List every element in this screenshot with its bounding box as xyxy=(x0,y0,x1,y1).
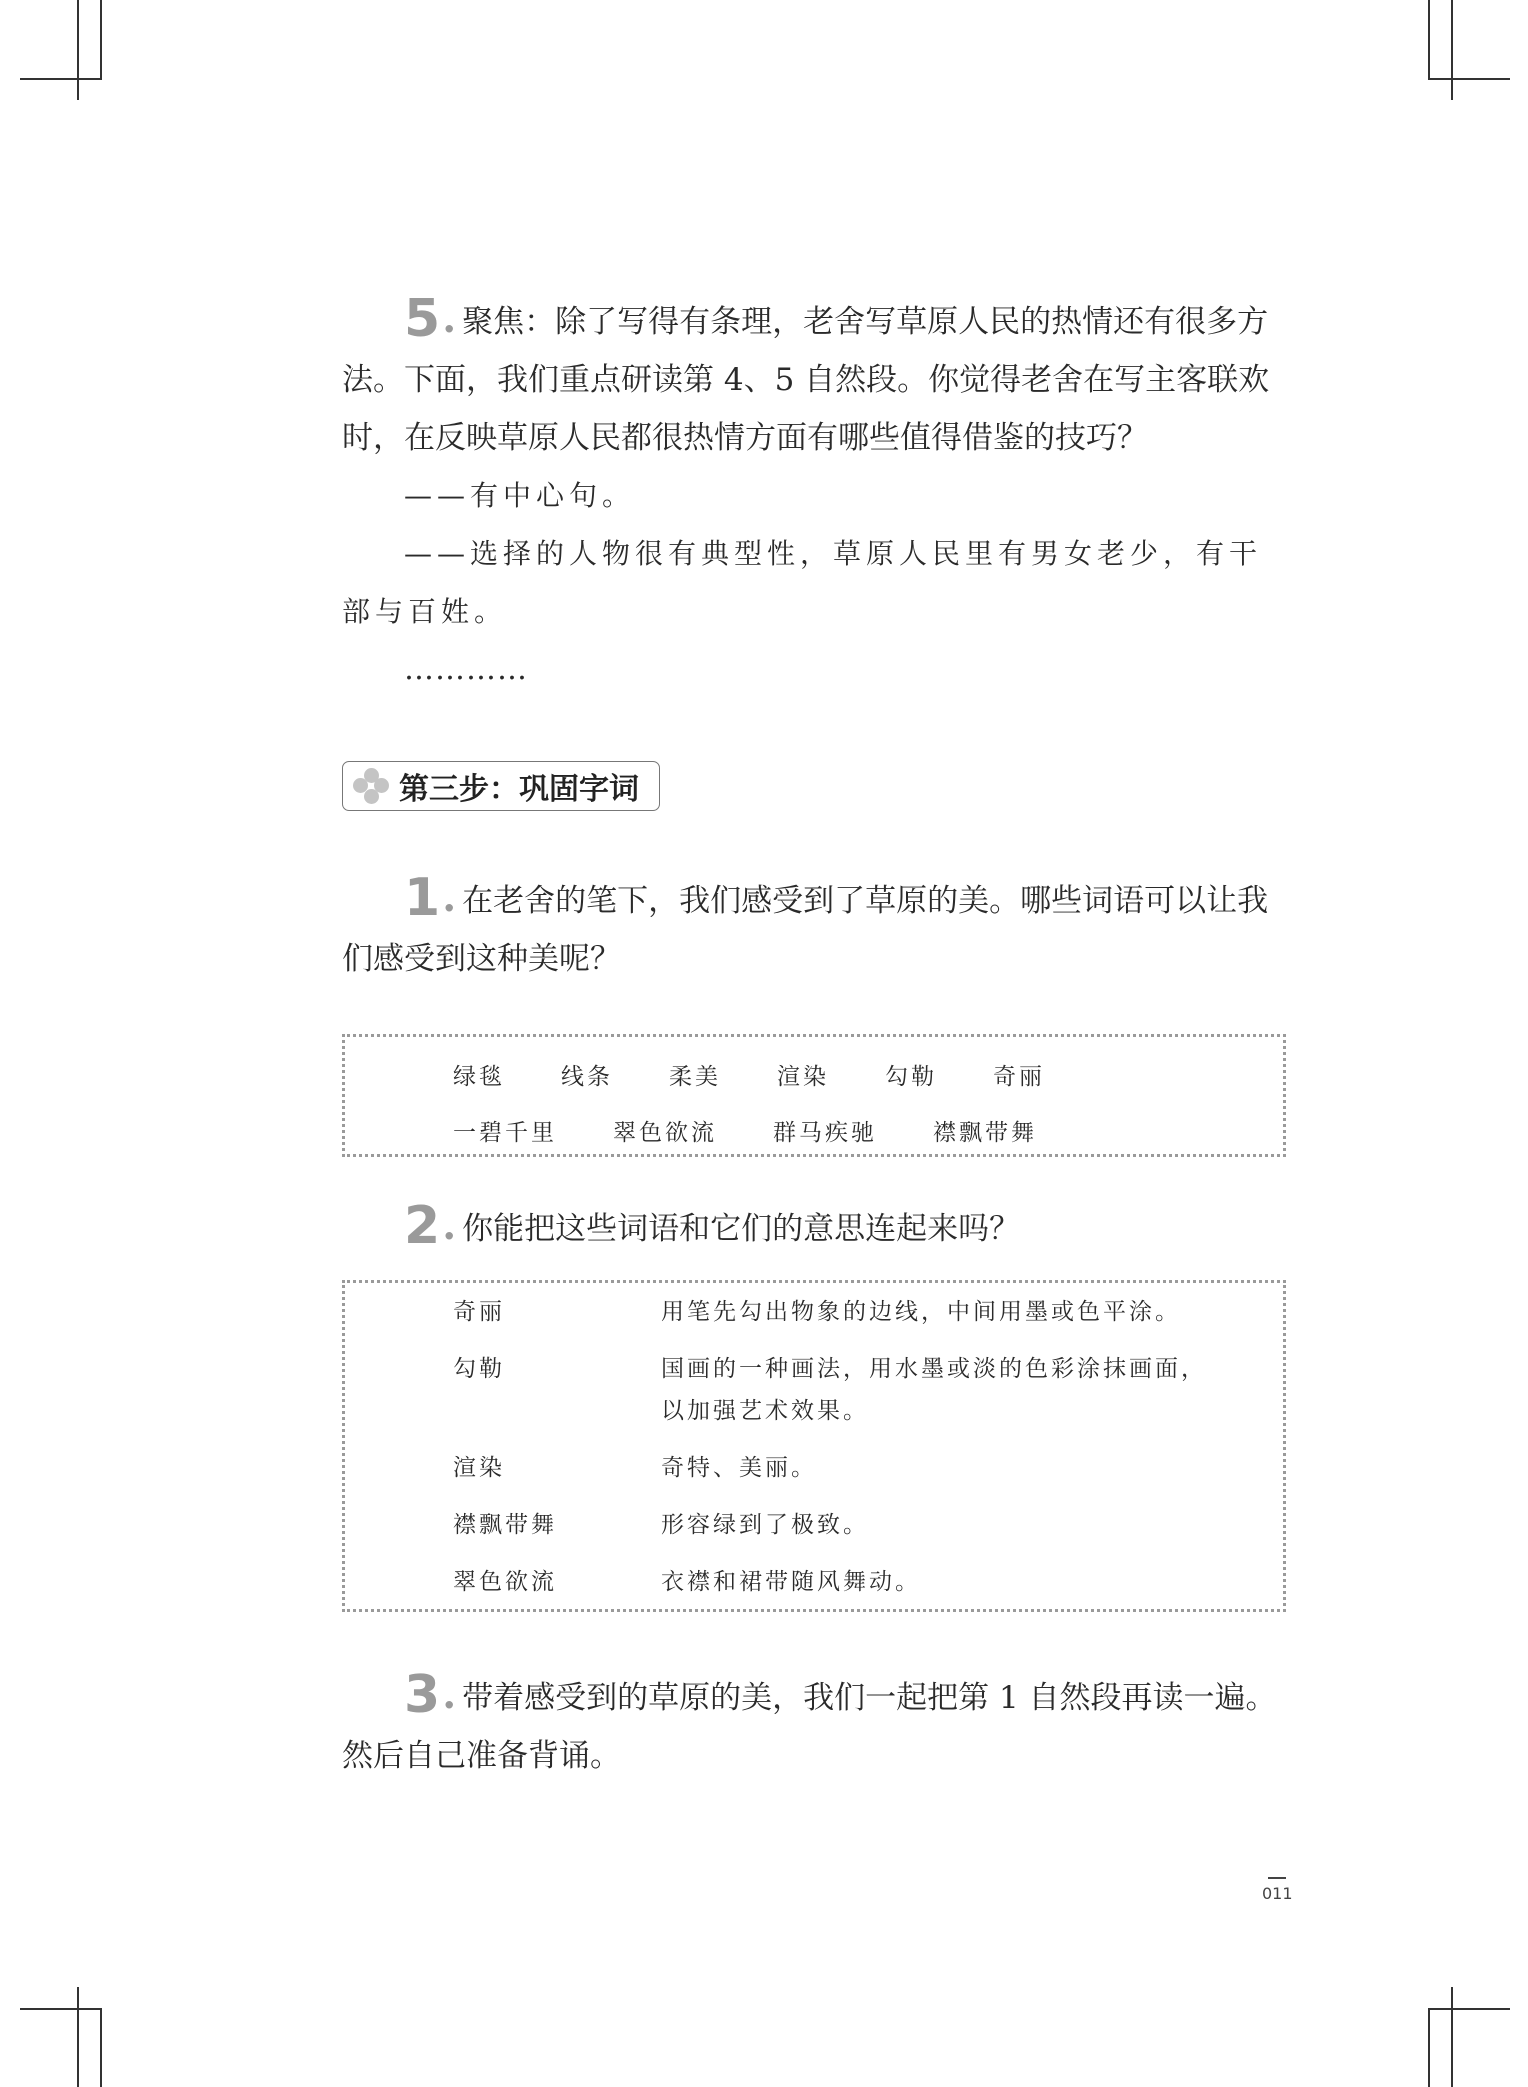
word-row xyxy=(453,1049,1283,1105)
step-title: 第三步：巩固字词 xyxy=(399,772,639,807)
answer-2: ——选择的人物很有典型性，草原人民里有男女老少，有干部与百姓。 xyxy=(342,537,1263,628)
ellipsis: ………… xyxy=(404,652,528,687)
match-definition: 用笔先勾出物象的边线，中间用墨或色平涂。 xyxy=(661,1299,1181,1325)
match-term: 襟飘带舞 xyxy=(453,1512,557,1538)
word: 勾勒 xyxy=(885,1064,937,1090)
match-term: 勾勒 xyxy=(453,1356,505,1382)
word: 柔美 xyxy=(669,1064,721,1090)
word: 线条 xyxy=(561,1064,613,1090)
question-dot: . xyxy=(442,1671,457,1718)
step-3-heading xyxy=(342,761,660,811)
question-text: 你能把这些词语和它们的意思连起来吗？ xyxy=(462,1211,1021,1247)
word: 一碧千里 xyxy=(453,1120,557,1146)
question-3 xyxy=(342,1666,1287,1785)
question-text: 聚焦：除了写得有条理，老舍写草原人民的热情还有很多方法。下面，我们重点研读第 4、5 自然段。你觉得老舍在写主客联欢时，在反映草原人民都很热情方面有哪些值得借鉴的技巧？ xyxy=(342,304,1270,456)
match-definition: 国画的一种画法，用水墨或淡的色彩涂抹画面，以加强艺术效果。 xyxy=(661,1356,1207,1424)
answer-1: ——有中心句。 xyxy=(404,479,636,512)
question-number: 2 xyxy=(404,1196,441,1256)
match-row xyxy=(453,1504,1283,1546)
question-number: 5 xyxy=(404,289,441,349)
word: 翠色欲流 xyxy=(613,1120,717,1146)
match-term: 翠色欲流 xyxy=(453,1569,557,1595)
page-content xyxy=(342,290,1287,1785)
match-row xyxy=(453,1348,1283,1432)
match-term: 渲染 xyxy=(453,1455,505,1481)
match-row xyxy=(453,1291,1283,1333)
match-term: 奇丽 xyxy=(453,1299,505,1325)
word: 襟飘带舞 xyxy=(933,1120,1037,1146)
word-row xyxy=(453,1105,1283,1161)
page-number-rule xyxy=(1268,1877,1286,1879)
match-definition: 形容绿到了极致。 xyxy=(661,1512,869,1538)
match-row xyxy=(453,1561,1283,1603)
flower-icon xyxy=(353,768,389,804)
question-text: 带着感受到的草原的美，我们一起把第 1 自然段再读一遍。然后自己准备背诵。 xyxy=(342,1680,1277,1774)
question-1 xyxy=(342,869,1287,988)
question-5 xyxy=(342,290,1287,467)
question-dot: . xyxy=(442,295,457,342)
question-number: 3 xyxy=(404,1665,441,1725)
question-2 xyxy=(342,1197,1287,1258)
matching-box xyxy=(342,1280,1286,1612)
question-dot: . xyxy=(442,874,457,921)
question-dot: . xyxy=(442,1202,457,1249)
word-list-box xyxy=(342,1034,1286,1157)
question-number: 1 xyxy=(404,868,441,928)
match-row xyxy=(453,1447,1283,1489)
match-definition: 奇特、美丽。 xyxy=(661,1455,817,1481)
word: 奇丽 xyxy=(993,1064,1045,1090)
match-definition: 衣襟和裙带随风舞动。 xyxy=(661,1569,921,1595)
word: 绿毯 xyxy=(453,1064,505,1090)
page-number: 011 xyxy=(1262,1884,1293,1903)
word: 渲染 xyxy=(777,1064,829,1090)
word: 群马疾驰 xyxy=(773,1120,877,1146)
question-text: 在老舍的笔下，我们感受到了草原的美。哪些词语可以让我们感受到这种美呢？ xyxy=(342,883,1269,977)
